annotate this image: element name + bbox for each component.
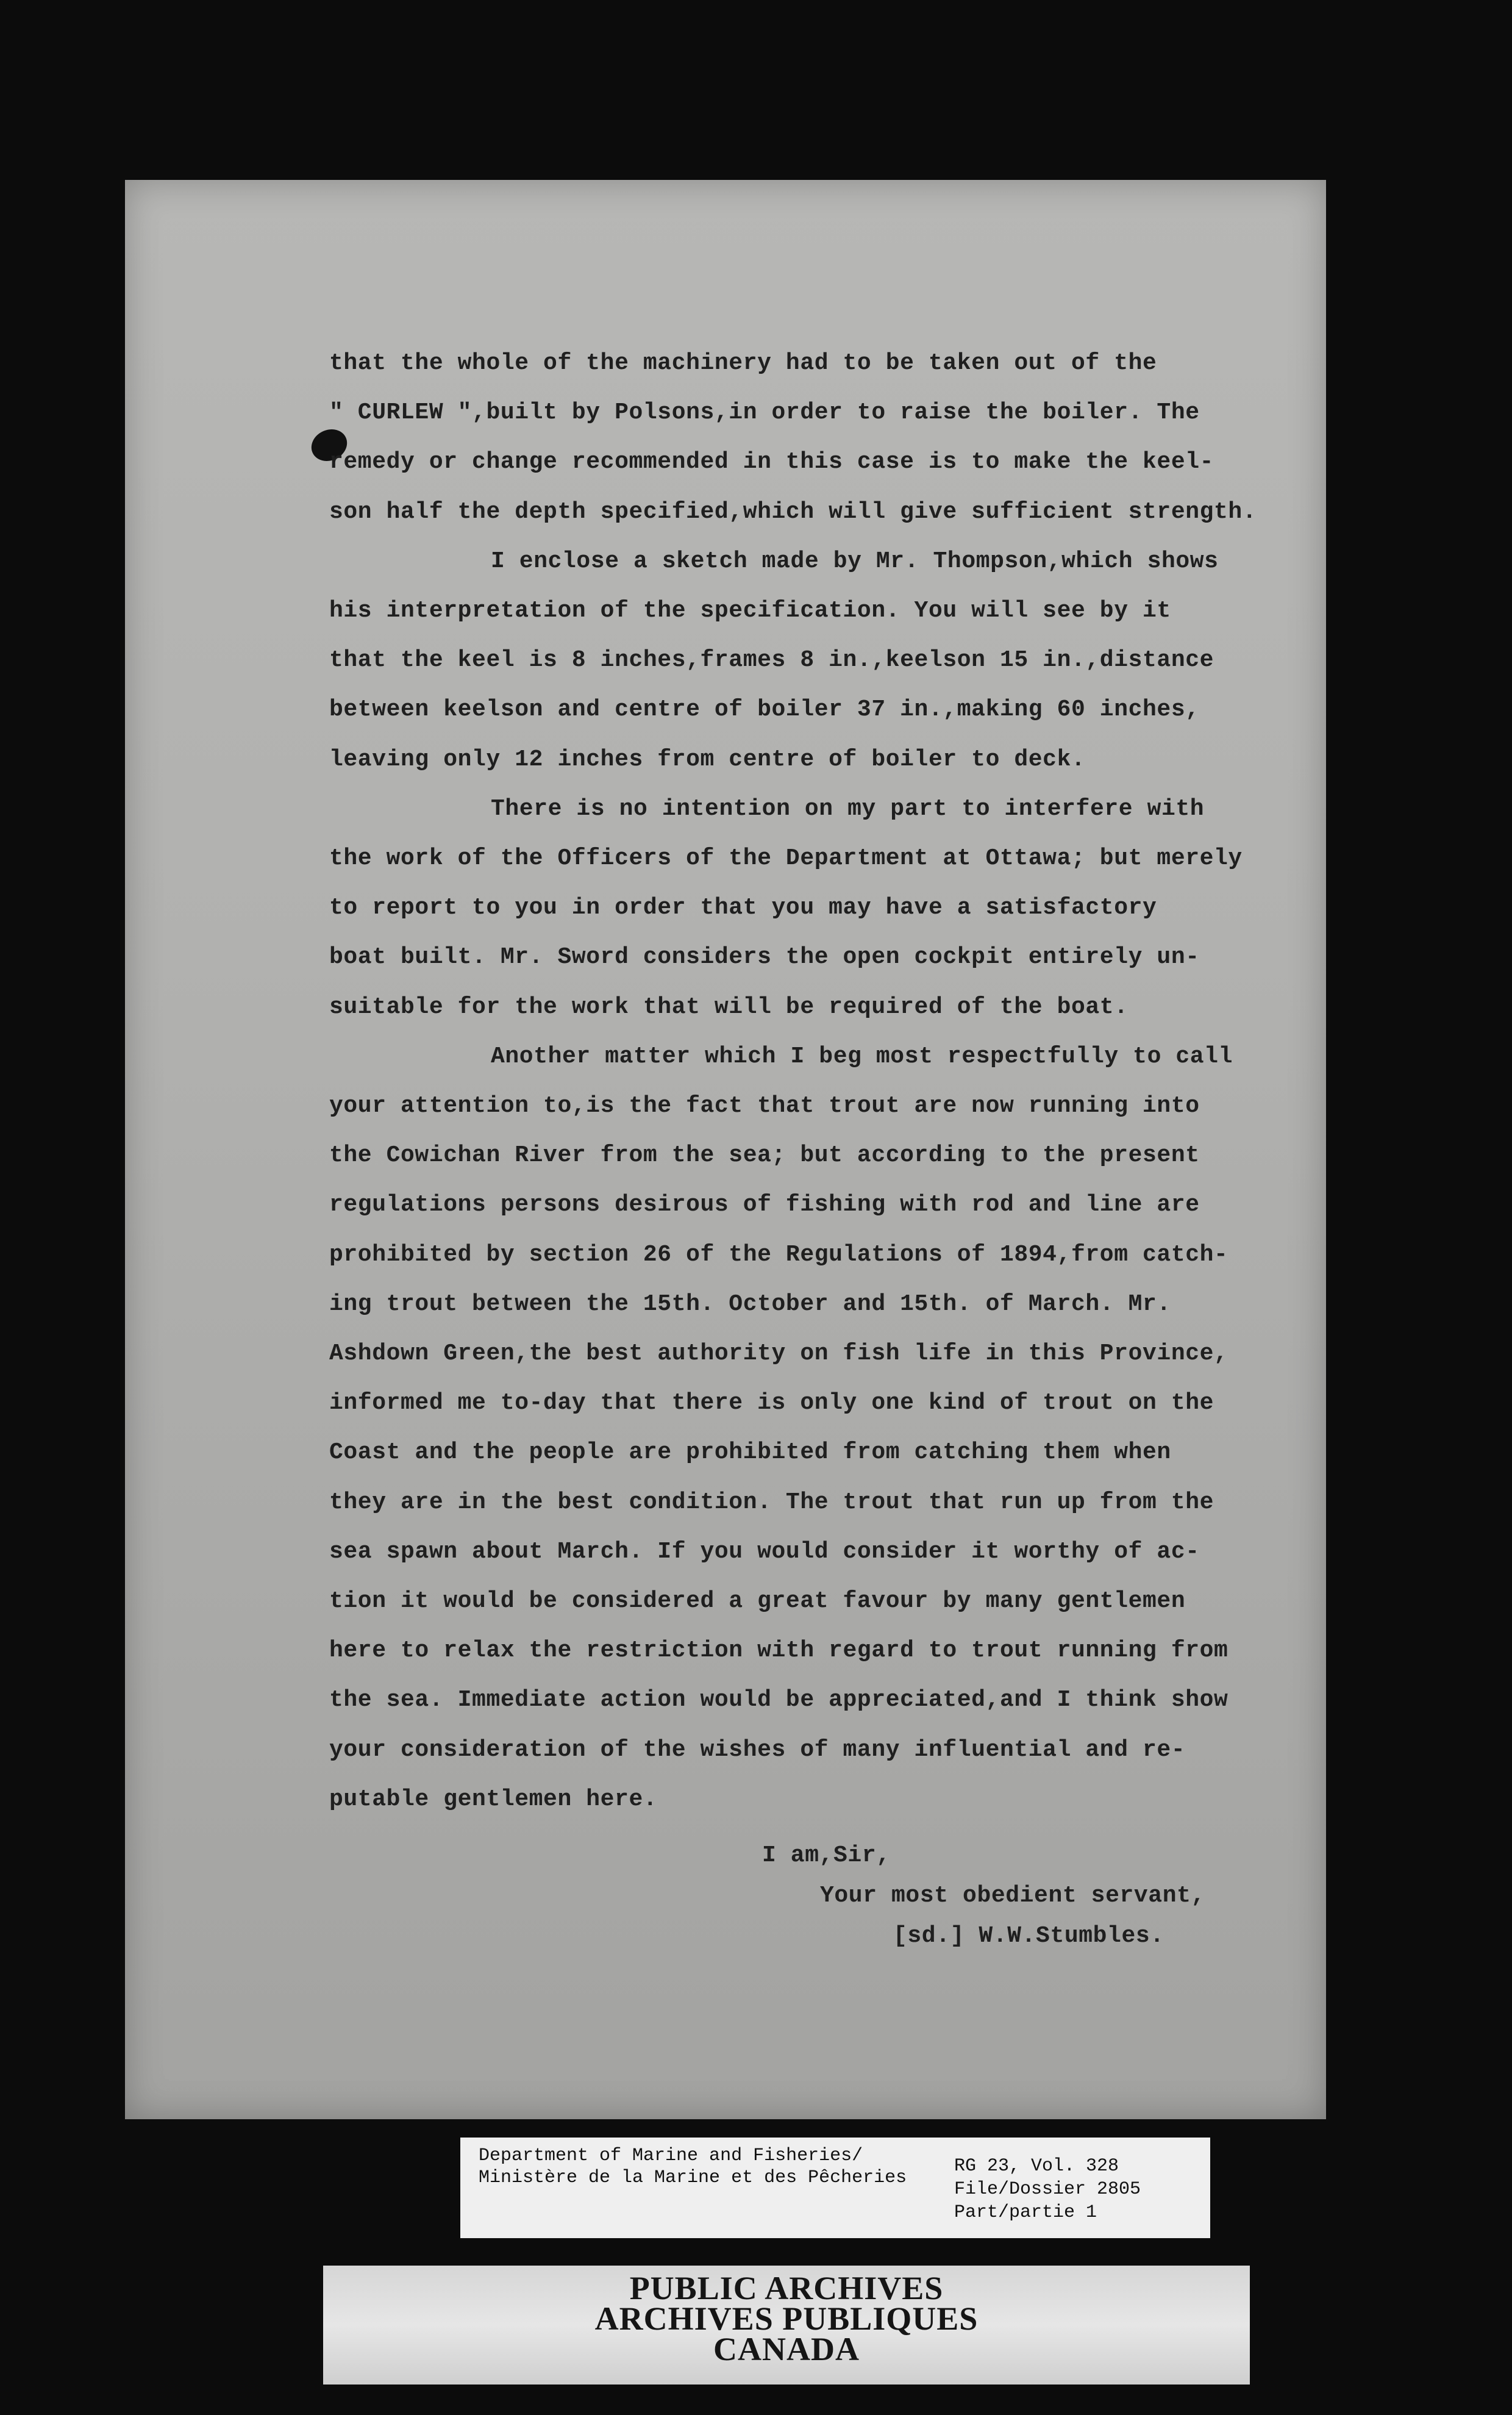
letter-line: his interpretation of the specification. You will see by it — [329, 598, 1171, 624]
letter-line: your consideration of the wishes of many influential and re- — [329, 1736, 1186, 1763]
letter-line: Another matter which I beg most respectfully to call — [491, 1043, 1233, 1070]
stamp-line-public-archives: PUBLIC ARCHIVES — [629, 2270, 944, 2306]
salutation: I am,Sir, — [762, 1842, 891, 1869]
department-french: Ministère de la Marine et des Pêcheries — [479, 2167, 907, 2188]
department-english: Department of Marine and Fisheries/ — [479, 2145, 863, 2166]
part-number: Part/partie 1 — [954, 2202, 1097, 2223]
archive-reference-label — [460, 2138, 1210, 2238]
stamp-line-canada: CANADA — [713, 2331, 860, 2367]
letter-body — [329, 338, 1280, 1824]
letter-line: the work of the Officers of the Department at Ottawa; but merely — [329, 845, 1243, 872]
letter-line: There is no intention on my part to interfere with — [491, 795, 1205, 822]
file-reference — [954, 2155, 1141, 2224]
letter-line: the sea. Immediate action would be appreciated,and I think show — [329, 1687, 1228, 1714]
letter-line: that the whole of the machinery had to be taken out of the — [329, 350, 1157, 376]
letter-line: sea spawn about March. If you would consider it worthy of ac- — [329, 1538, 1200, 1565]
archive-stamp — [323, 2266, 1250, 2385]
letter-line: " CURLEW ",built by Polsons,in order to raise the boiler. The — [329, 399, 1200, 426]
letter-line: remedy or change recommended in this case is to make the keel- — [329, 449, 1214, 476]
letter-line: tion it would be considered a great favour by many gentlemen — [329, 1588, 1186, 1615]
letter-line: I enclose a sketch made by Mr. Thompson,which shows — [491, 548, 1219, 574]
letter-line: putable gentlemen here. — [329, 1786, 658, 1812]
letter-line: between keelson and centre of boiler 37 in.,making 60 inches, — [329, 696, 1200, 723]
letter-line: suitable for the work that will be required of the boat. — [329, 993, 1129, 1020]
valediction: Your most obedient servant, — [820, 1883, 1205, 1909]
letter-line: that the keel is 8 inches,frames 8 in.,keelson 15 in.,distance — [329, 647, 1214, 674]
letter-line: Ashdown Green,the best authority on fish life in this Province, — [329, 1340, 1228, 1367]
letter-line: prohibited by section 26 of the Regulations of 1894,from catch- — [329, 1241, 1228, 1268]
letter-line: son half the depth specified,which will give sufficient strength. — [329, 498, 1257, 525]
stamp-line-archives-publiques: ARCHIVES PUBLIQUES — [594, 2300, 979, 2337]
record-group: RG 23, Vol. 328 — [954, 2156, 1119, 2177]
letter-line: they are in the best condition. The trout that run up from the — [329, 1489, 1214, 1515]
letter-line: boat built. Mr. Sword considers the open cockpit entirely un- — [329, 944, 1200, 971]
file-number: File/Dossier 2805 — [954, 2179, 1141, 2200]
signature: [sd.] W.W.Stumbles. — [893, 1923, 1164, 1949]
letter-line: to report to you in order that you may have a satisfactory — [329, 895, 1157, 921]
department-names — [479, 2145, 907, 2189]
letter-line: informed me to-day that there is only one kind of trout on the — [329, 1390, 1214, 1417]
letter-line: your attention to,is the fact that trout are now running into — [329, 1093, 1200, 1120]
letter-line: the Cowichan River from the sea; but according to the present — [329, 1142, 1200, 1169]
letter-line: here to relax the restriction with regard to trout running from — [329, 1637, 1228, 1664]
letter-line: ing trout between the 15th. October and 15th. of March. Mr. — [329, 1290, 1171, 1317]
letter-line: Coast and the people are prohibited from catching them when — [329, 1439, 1171, 1466]
letter-line: leaving only 12 inches from centre of boiler to deck. — [329, 746, 1086, 773]
letter-line: regulations persons desirous of fishing with rod and line are — [329, 1192, 1200, 1218]
letter-closing — [329, 1836, 1280, 1956]
